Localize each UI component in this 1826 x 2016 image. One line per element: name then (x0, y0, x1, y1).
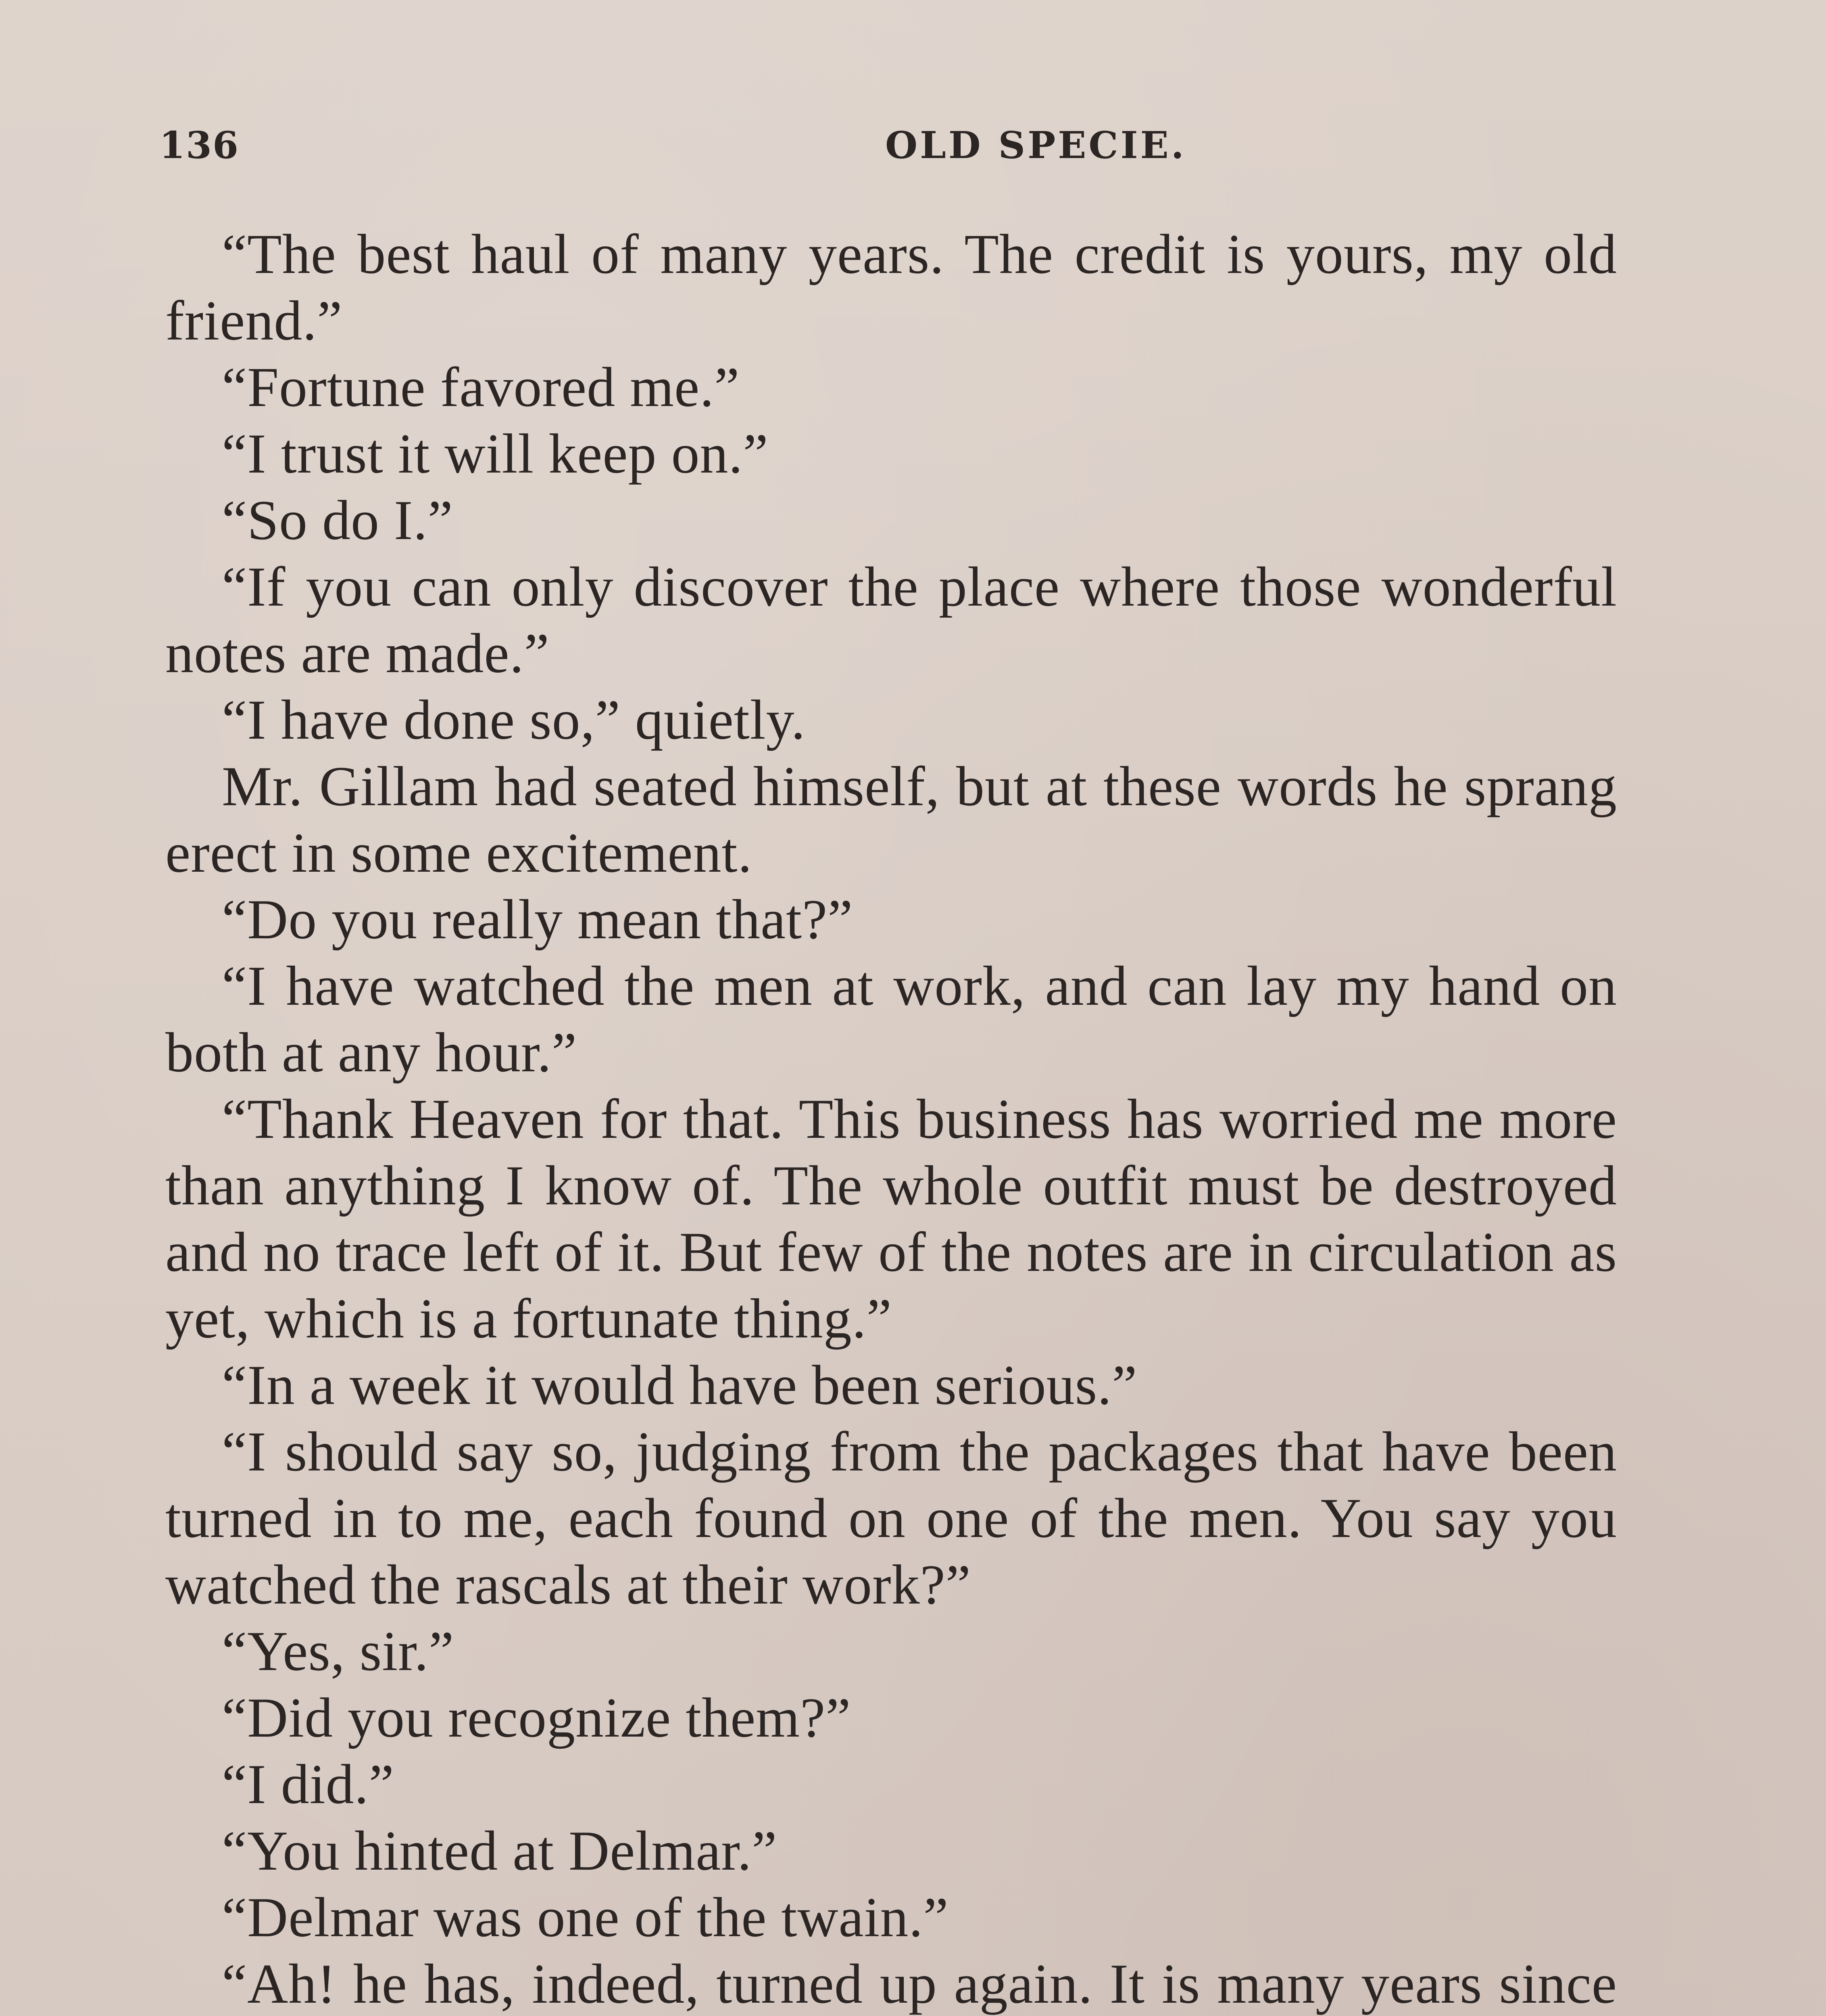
paragraph: “I have watched the men at work, and can lay my hand on both at any hour.” (165, 955, 1617, 1084)
paragraph: “I did.” (222, 1753, 394, 1816)
paragraph: “Thank Heaven for that. This business has worried me more than anything I know of. The whole outfit must be destroyed and no trace left of it. But few of the notes are in circulation as yet, which is a fortunate thing.” (165, 1088, 1617, 1350)
running-title: OLD SPECIE. (885, 123, 1186, 167)
paragraph: “Delmar was one of the twain.” (222, 1886, 949, 1949)
paragraph: “I trust it will keep on.” (222, 423, 769, 485)
paragraph: “I have done so,” quietly. (222, 689, 806, 751)
paragraph: “So do I.” (222, 489, 453, 552)
paragraph: “Ah! he has, indeed, turned up again. It is many years since (222, 1953, 1617, 2015)
paragraph: “I should say so, judging from the packages that have been turned in to me, each found on one of the men. You say you watched the rascals at their work?” (165, 1420, 1617, 1616)
paragraph: “The best haul of many years. The credit is yours, my old friend.” (165, 223, 1617, 352)
page-header (159, 121, 1619, 169)
paragraph: Mr. Gillam had seated himself, but at these words he sprang erect in some excitement. (165, 755, 1617, 884)
paragraph: “In a week it would have been serious.” (222, 1354, 1138, 1416)
paragraph: “You hinted at Delmar.” (222, 1820, 778, 1882)
paragraph: “Did you recognize them?” (222, 1687, 851, 1749)
body-text (165, 221, 1617, 2016)
paragraph: “Do you really mean that?” (222, 888, 853, 951)
paragraph: “If you can only discover the place where those wonderful notes are made.” (165, 556, 1617, 685)
paragraph: “Yes, sir.” (222, 1620, 454, 1683)
page-number: 136 (159, 123, 240, 167)
paragraph: “Fortune favored me.” (222, 356, 740, 419)
